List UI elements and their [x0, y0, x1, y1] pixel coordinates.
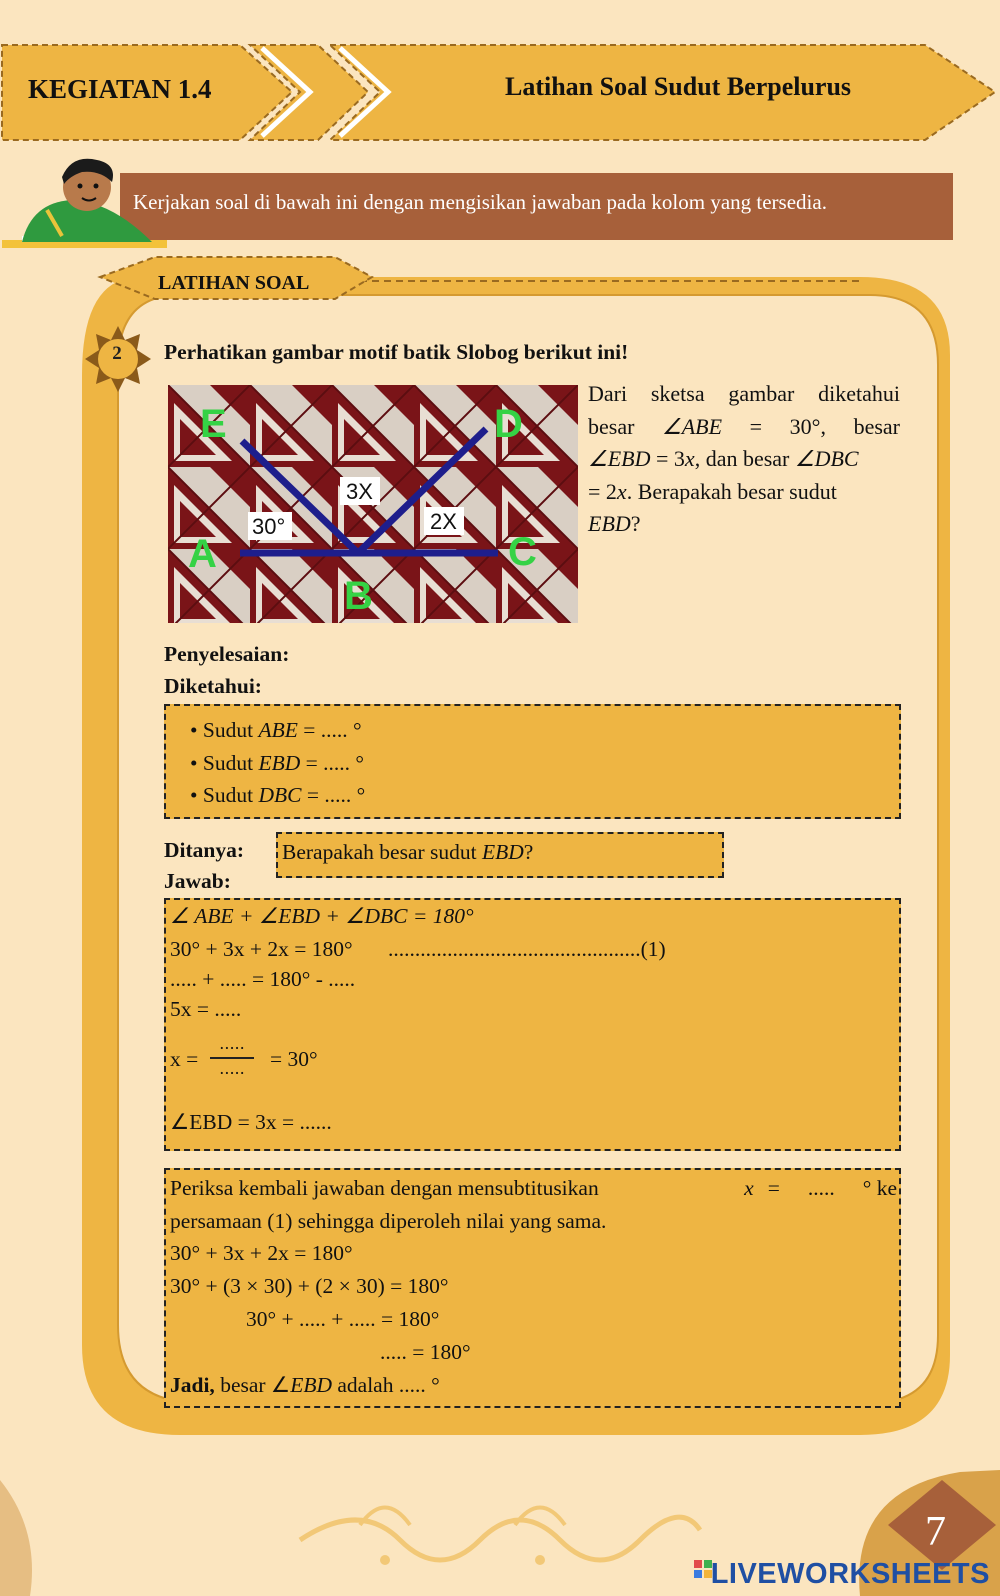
jawab-line-4: 5x = ..... — [170, 997, 242, 1021]
batik-figure — [168, 385, 578, 623]
desc-dbc: ∠DBC — [794, 446, 859, 471]
instruction-text: Kerjakan soal di bawah ini dengan mengisikan jawaban pada kolom yang tersedia. — [133, 190, 827, 214]
label-3x: 3X — [346, 479, 373, 504]
fraction-denominator: ..... — [219, 1059, 245, 1078]
known-ebd: • Sudut EBD = ..... ° — [190, 750, 364, 775]
question-number: 2 — [112, 343, 122, 364]
label-2x: 2X — [430, 509, 457, 534]
jawab-line-6: ∠EBD = 3x = ...... — [170, 1110, 332, 1134]
diketahui-label: Diketahui: — [164, 674, 262, 698]
label-30: 30° — [252, 514, 286, 539]
question-title: Perhatikan gambar motif batik Slobog berikut ini! — [164, 340, 629, 364]
desc-x-2: x — [616, 478, 627, 504]
desc-qmark: ? — [630, 511, 641, 536]
periksa-line-4: 30° + (3 × 30) + (2 × 30) = 180° — [170, 1274, 449, 1298]
liveworksheets-logo: LIVEWORKSHEETS — [710, 1558, 990, 1590]
ditanya-label: Ditanya: — [164, 838, 245, 862]
desc-ebd: ∠EBD — [588, 446, 651, 471]
known-abe: • Sudut ABE = ..... ° — [190, 718, 362, 742]
periksa-line-3: 30° + 3x + 2x = 180° — [170, 1241, 353, 1265]
jawab-line-5-x: x = — [170, 1047, 199, 1071]
label-d: D — [494, 402, 523, 446]
desc-x: x — [684, 446, 695, 471]
question-description — [588, 378, 900, 541]
periksa-line-6: ..... = 180° — [380, 1340, 471, 1364]
desc-30: 30°, — [789, 413, 826, 439]
periksa-line-2: persamaan (1) sehingga diperoleh nilai yang sama. — [170, 1209, 607, 1233]
student-illustration — [2, 152, 172, 257]
jawab-label: Jawab: — [164, 869, 231, 893]
jawab-line-2-dots: ...............................................(1) — [388, 937, 666, 961]
desc-besar: besar — [588, 413, 635, 439]
periksa-line-5: 30° + ..... + ..... = 180° — [246, 1307, 440, 1331]
periksa-conclusion: Jadi, besar ∠EBD adalah ..... ° — [170, 1373, 440, 1397]
desc-berapakah: . Berapakah besar sudut — [626, 478, 837, 504]
jawab-line-3: ..... + ..... = 180° - ..... — [170, 967, 356, 991]
desc-besar-2: besar — [853, 413, 900, 439]
ditanya-text: Berapakah besar sudut EBD? — [282, 840, 534, 864]
jawab-line-1: ∠ ABE + ∠EBD + ∠DBC = 180° — [170, 904, 474, 928]
penyelesaian-label: Penyelesaian: — [164, 642, 290, 666]
desc-abe: ∠ABE — [662, 413, 723, 439]
desc-dan: , dan besar — [694, 446, 795, 471]
diketahui-box — [164, 704, 901, 819]
fraction-numerator: ..... — [219, 1034, 245, 1053]
periksa-line-1: Periksa kembali jawaban dengan mensubtitusikan x = ..... ° ke — [170, 1176, 897, 1200]
desc-line-1: Dari sketsa gambar diketahui — [588, 381, 900, 406]
periksa-box — [164, 1168, 901, 1408]
label-b: B — [344, 574, 373, 618]
desc-eq: = — [749, 413, 763, 439]
page-number: 7 — [925, 1509, 946, 1555]
desc-ebd-2: EBD — [588, 511, 631, 536]
label-a: A — [188, 532, 217, 576]
desc-eq-3: = 3 — [650, 446, 685, 471]
page-title: Latihan Soal Sudut Berpelurus — [505, 72, 852, 101]
section-label: LATIHAN SOAL — [158, 272, 310, 294]
label-e: E — [200, 402, 227, 446]
known-dbc: • Sudut DBC = ..... ° — [190, 783, 366, 807]
jawab-box — [164, 898, 901, 1151]
desc-eq-2: = 2 — [588, 478, 617, 504]
kegiatan-label: KEGIATAN 1.4 — [28, 74, 212, 104]
jawab-line-5-result: = 30° — [270, 1047, 318, 1071]
ditanya-box — [276, 832, 724, 878]
jawab-line-2: 30° + 3x + 2x = 180° — [170, 937, 353, 961]
label-c: C — [508, 530, 537, 574]
